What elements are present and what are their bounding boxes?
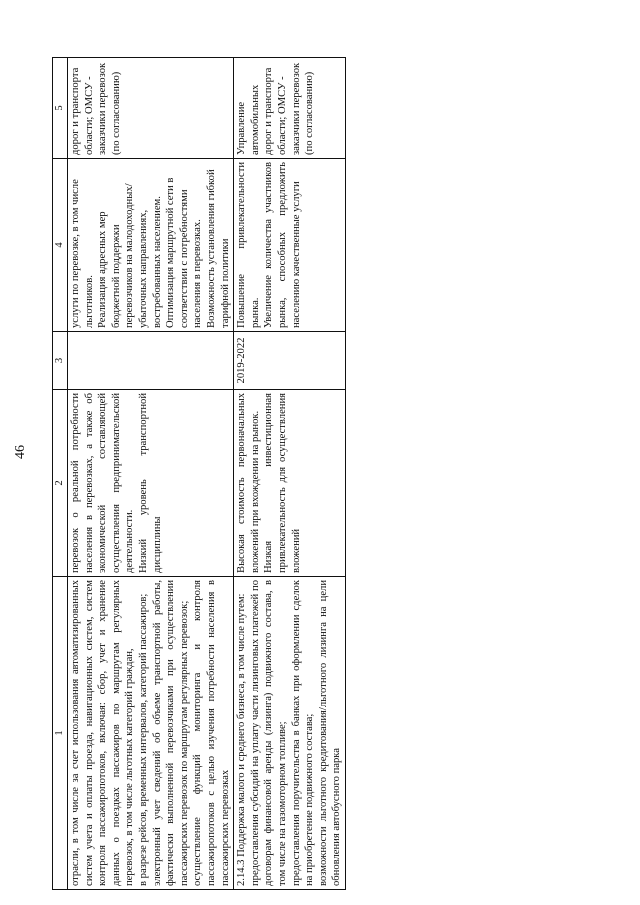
row1-result-text-1: услуги по перевозке, в том числе льготников. [70,179,95,328]
header-col-2: 2 [53,390,68,577]
row2-measure-text-1: 2.14.3 Поддержка малого и среднего бизнеса, в том числе путем: [236,593,248,886]
row1-measure-text-3: электронный учет сведений об объеме транспортной работы, фактически выполненной перевозчиками при осуществлении пассажирских перевозок по маршрутам регулярных перевозок; [151,580,190,886]
row1-measure-text-4: осуществление функций мониторинга и контроля пассажиропотоков с целью изучения потребности населения в пассажирских перевозках [192,580,231,886]
measures-table [52,57,346,890]
row2-result-text-2: Увеличение количества участников рынка, способных предложить населению качественные услуги [263,162,302,328]
row1-result-text-2: Реализация адресных мер бюджетной поддержки перевозчиков на малодоходных/убыточных направлениях, востребованных населением. [97,183,163,328]
row1-responsible-text: дорог и транспорта области; ОМСУ - заказчики перевозок (по согласованию) [70,62,122,155]
row1-problem-text-1: перевозок о реальной потребности населения в перевозках, а также об экономической составляющей осуществления предпринимательской деятельности. [70,393,136,573]
page-number: 46 [13,445,28,459]
row2-period-cell: 2019-2022 [234,332,346,390]
row1-problem-cell [68,390,234,577]
row2-measure-text-2: предоставления субсидий на уплату части лизинговых платежей по договорам финансовой аренды (лизинга) подвижного состава, в том числе на газомоторном топливе; [249,580,288,886]
table-row [234,58,346,890]
row1-responsible-cell [68,58,234,159]
header-col-3: 3 [53,332,68,390]
row2-responsible-cell [234,58,346,159]
row1-period-cell [68,332,234,390]
header-col-5: 5 [53,58,68,159]
row2-result-cell [234,159,346,332]
row1-result-text-4: Возможность установления гибкой тарифной политики [205,169,231,328]
row1-measure-text-1: отрасли, в том числе за счет использования автоматизированных систем учета и оплаты проезда, навигационных систем, систем контроля пассажиропотоков, включая: сбор, учет и хранение данных о поездках пассажиров по маршрутам регулярных перевозок, в том числе льготных категорий граждан, [70,580,136,886]
row2-responsible-text: Управление автомобильных дорог и транспорта области; ОМСУ - заказчики перевозок (по согласованию) [236,62,316,155]
row2-problem-cell [234,390,346,577]
header-col-4: 4 [53,159,68,332]
row2-problem-text-1: Высокая стоимость первоначальных вложений при вхождении на рынок. [236,393,261,573]
row2-measure-cell [234,577,346,890]
header-col-1: 1 [53,577,68,890]
page-number-box [10,436,32,468]
row1-result-cell [68,159,234,332]
table-row [68,58,234,890]
row2-problem-text-2: Низкая инвестиционная привлекательность для осуществления вложений [263,393,302,573]
row2-measure-text-3: предоставления поручительства в банках при оформлении сделок на приобретение подвижного состава; [290,580,316,886]
row1-measure-text-2: в разрезе рейсов, временных интервалов, категорий пассажиров; [137,593,149,886]
row1-measure-cell [68,577,234,890]
row2-result-text-1: Повышение привлекательности рынка. [236,162,261,328]
row2-measure-text-4: возможности льготного кредитования/льготного лизинга на цели обновления автобусного парка [317,580,343,886]
header-row [53,58,68,890]
row1-problem-text-2: Низкий уровень транспортной дисциплины [137,393,163,573]
rotated-table-frame [52,58,620,890]
row1-result-text-3: Оптимизация маршрутной сети в соответствии с потребностями населения в перевозках. [165,177,204,328]
